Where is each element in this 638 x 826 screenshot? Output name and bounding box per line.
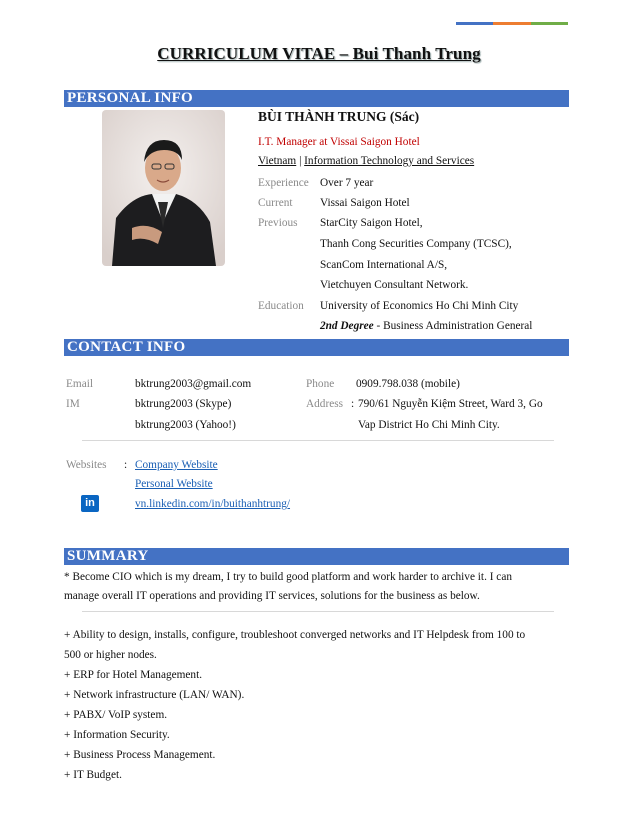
linkedin-link[interactable]: vn.linkedin.com/in/buithanhtrung/ bbox=[135, 498, 291, 510]
im-label: IM bbox=[66, 398, 80, 410]
profile-photo bbox=[102, 110, 225, 266]
summary-item: 500 or higher nodes. bbox=[64, 649, 157, 661]
im-skype: bktrung2003 (Skype) bbox=[135, 398, 232, 410]
summary-item: + Ability to design, installs, configure, troubleshoot converged networks and IT Helpdesk from 100 to bbox=[64, 629, 526, 641]
previous-item: ScanCom International A/S, bbox=[320, 259, 448, 271]
email-label: Email bbox=[66, 378, 93, 390]
education-value: University of Economics Ho Chi Minh City bbox=[320, 300, 519, 312]
decorative-top-bar bbox=[456, 22, 568, 25]
current-value: Vissai Saigon Hotel bbox=[320, 197, 410, 209]
summary-intro: manage overall IT operations and providing IT services, solutions for the business as below. bbox=[64, 590, 480, 602]
degree-value bbox=[320, 319, 532, 333]
websites-colon: : bbox=[124, 459, 128, 471]
degree-detail: - Business Administration General bbox=[373, 320, 533, 332]
summary-item: + Business Process Management. bbox=[64, 749, 216, 761]
summary-intro: * Become CIO which is my dream, I try to build good platform and work harder to archive it. I can bbox=[64, 571, 512, 583]
address-colon: : bbox=[351, 398, 355, 410]
company-website-link[interactable]: Company Website bbox=[135, 459, 218, 471]
industry-link[interactable]: Information Technology and Services bbox=[304, 155, 475, 167]
experience-value: Over 7 year bbox=[320, 177, 374, 189]
previous-item: Vietchuyen Consultant Network. bbox=[320, 279, 469, 291]
page-title: CURRICULUM VITAE – Bui Thanh Trung bbox=[157, 44, 481, 63]
degree-title: 2nd Degree bbox=[320, 320, 374, 332]
separator: | bbox=[299, 155, 302, 167]
location-industry bbox=[258, 154, 474, 168]
previous-item: StarCity Saigon Hotel, bbox=[320, 217, 423, 229]
country-link[interactable]: Vietnam bbox=[258, 155, 297, 167]
section-header-personal: PERSONAL INFO bbox=[64, 90, 569, 107]
address-label: Address bbox=[306, 398, 344, 410]
divider bbox=[82, 611, 554, 612]
candidate-name: BÙI THÀNH TRUNG (Sác) bbox=[258, 109, 420, 124]
summary-item: + PABX/ VoIP system. bbox=[64, 709, 168, 721]
im-yahoo: bktrung2003 (Yahoo!) bbox=[135, 419, 236, 431]
portrait-image bbox=[102, 110, 225, 266]
phone-value: 0909.798.038 (mobile) bbox=[356, 378, 460, 390]
websites-label: Websites bbox=[66, 459, 107, 471]
summary-item: + Network infrastructure (LAN/ WAN). bbox=[64, 689, 245, 701]
address-line-1: 790/61 Nguyễn Kiệm Street, Ward 3, Go bbox=[358, 398, 543, 410]
experience-label: Experience bbox=[258, 177, 309, 189]
education-label: Education bbox=[258, 300, 304, 312]
email-value[interactable]: bktrung2003@gmail.com bbox=[135, 378, 252, 390]
address-line-2: Vap District Ho Chi Minh City. bbox=[358, 419, 500, 431]
summary-item: + IT Budget. bbox=[64, 769, 122, 781]
previous-label: Previous bbox=[258, 217, 298, 229]
section-header-summary: SUMMARY bbox=[64, 548, 569, 565]
divider bbox=[82, 440, 554, 441]
linkedin-icon[interactable]: in bbox=[81, 495, 99, 512]
summary-item: + Information Security. bbox=[64, 729, 170, 741]
current-role: I.T. Manager at Vissai Saigon Hotel bbox=[258, 136, 420, 148]
previous-item: Thanh Cong Securities Company (TCSC), bbox=[320, 238, 512, 250]
summary-item: + ERP for Hotel Management. bbox=[64, 669, 203, 681]
personal-website-link[interactable]: Personal Website bbox=[135, 478, 213, 490]
phone-label: Phone bbox=[306, 378, 335, 390]
current-label: Current bbox=[258, 197, 293, 209]
section-header-contact: CONTACT INFO bbox=[64, 339, 569, 356]
